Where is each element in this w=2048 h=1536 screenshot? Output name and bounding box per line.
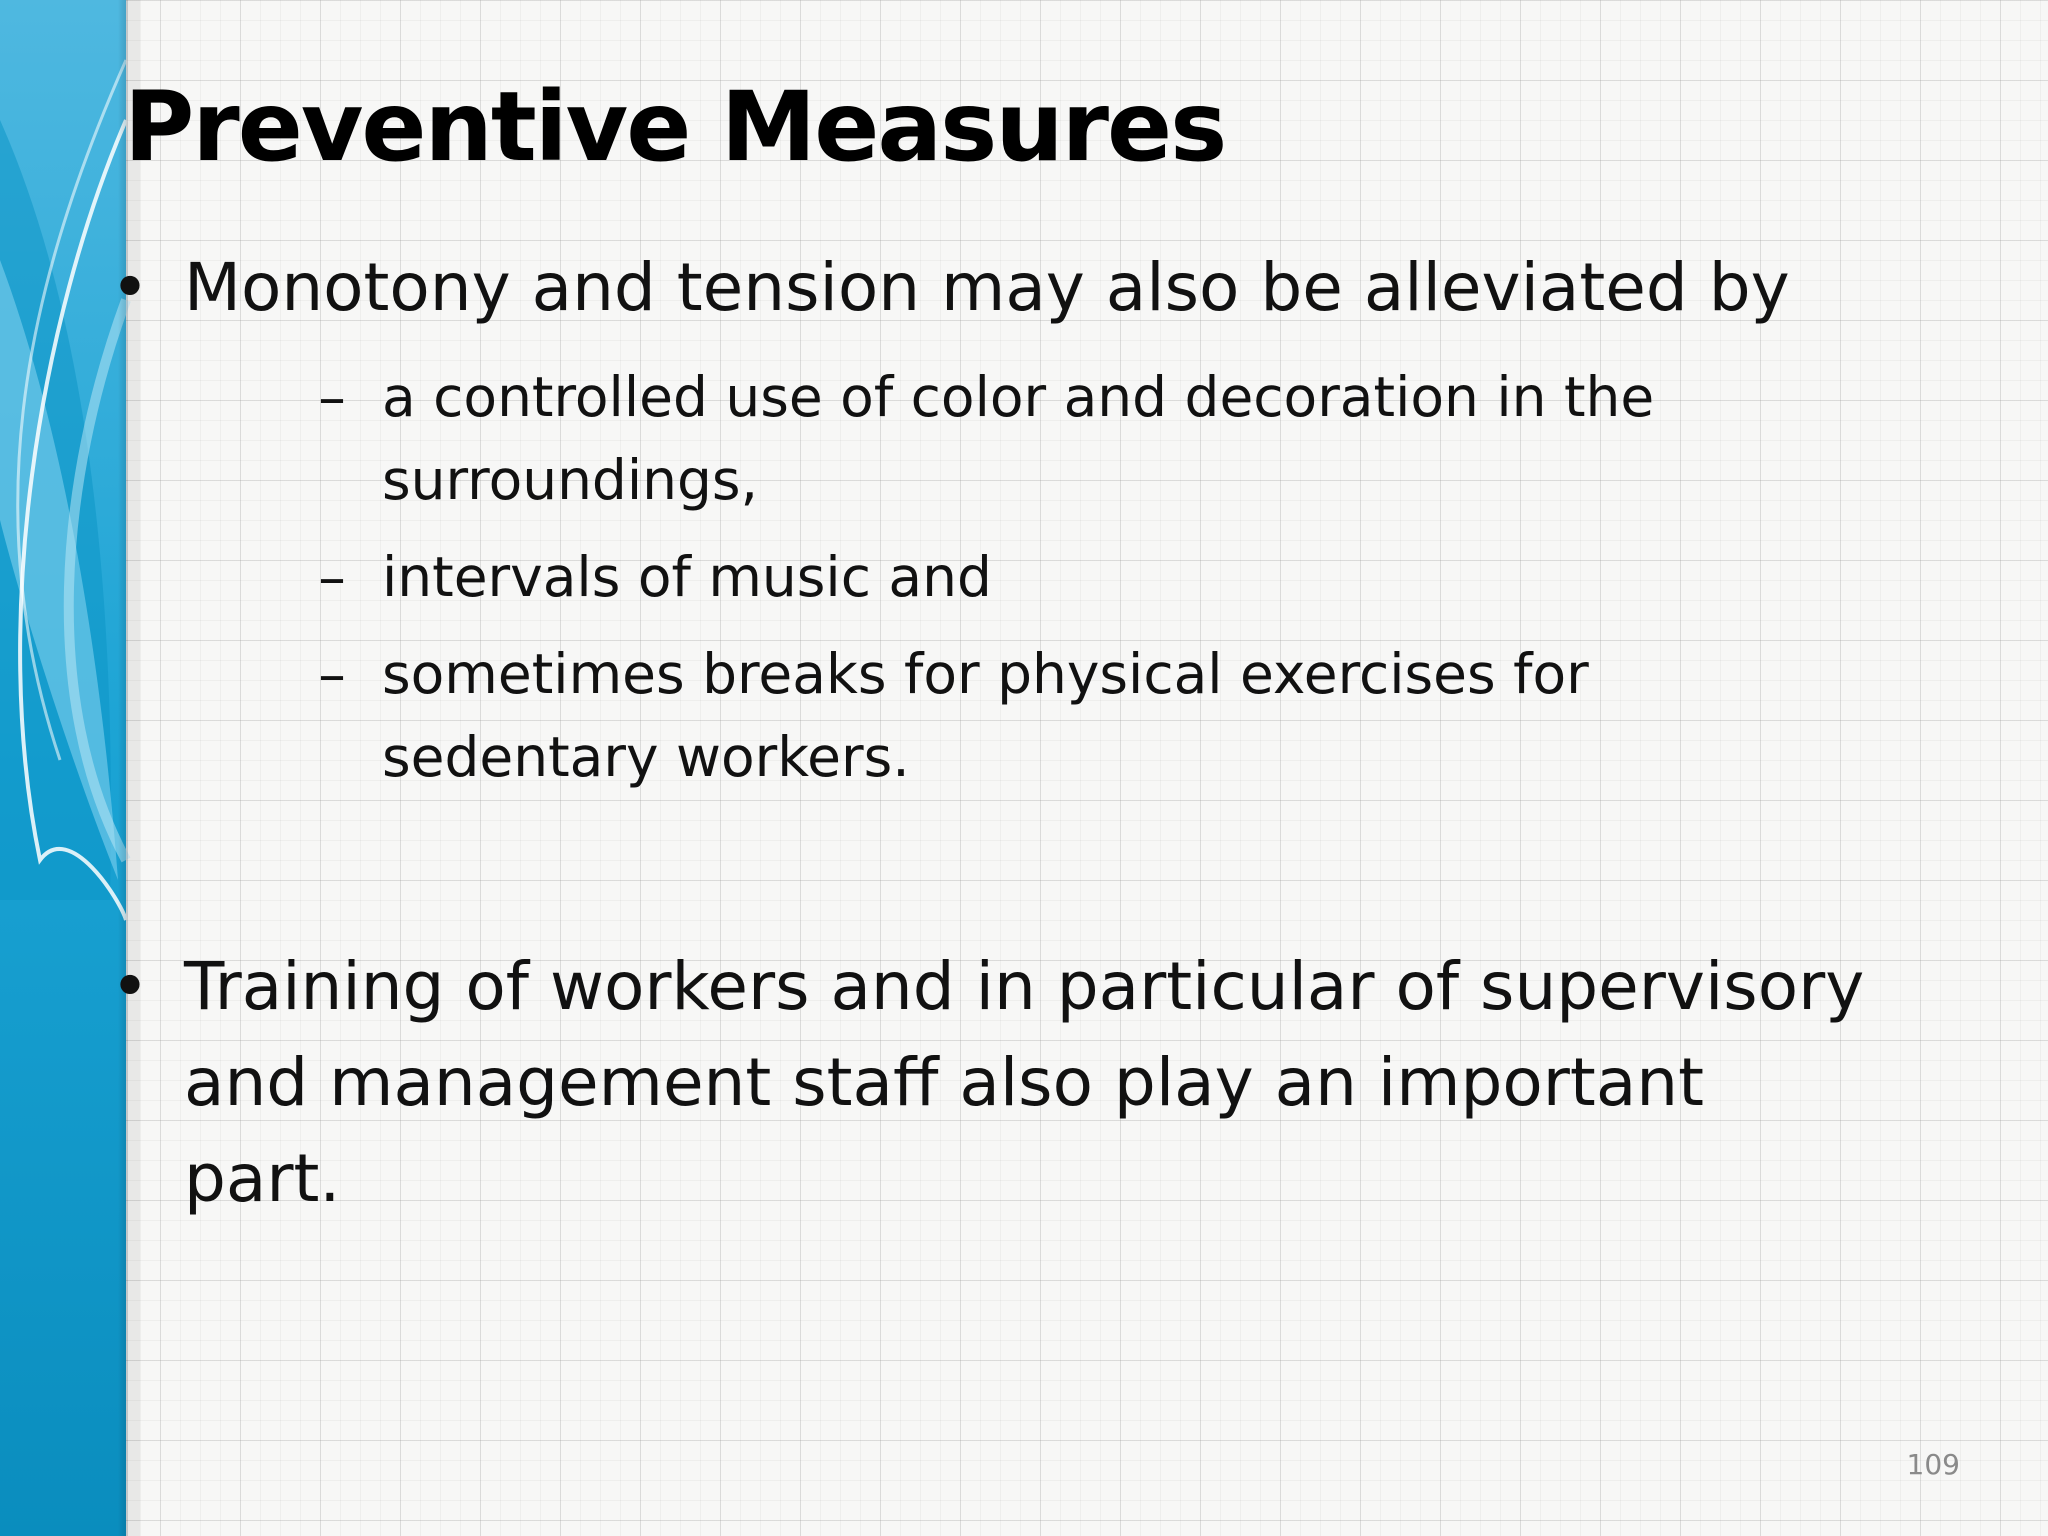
bullet-text: Monotony and tension may also be alleviated by	[184, 249, 1790, 326]
sub-bullet-marker: –	[318, 365, 346, 429]
sub-bullet-item	[272, 536, 1870, 619]
slide-content	[110, 240, 1870, 1227]
sub-bullet-item	[272, 356, 1870, 522]
sub-bullet-item	[272, 633, 1870, 799]
bullet-text: Training of workers and in particular of supervisory and management staff also play an important part.	[184, 948, 1865, 1217]
bullet-marker: •	[110, 948, 150, 1025]
slide-title: Preventive Measures	[124, 71, 1226, 183]
sub-bullet-text: intervals of music and	[382, 545, 992, 609]
bullet-item	[110, 939, 1870, 1227]
bullet-item	[110, 240, 1870, 336]
bullet-marker: •	[110, 249, 150, 326]
sub-bullet-list	[272, 356, 1870, 799]
sub-bullet-marker: –	[318, 642, 346, 706]
sub-bullet-marker: –	[318, 545, 346, 609]
sub-bullet-text: sometimes breaks for physical exercises for sedentary workers.	[382, 642, 1589, 789]
sub-bullet-text: a controlled use of color and decoration in the surroundings,	[382, 365, 1655, 512]
page-number: 109	[1906, 1448, 1960, 1481]
